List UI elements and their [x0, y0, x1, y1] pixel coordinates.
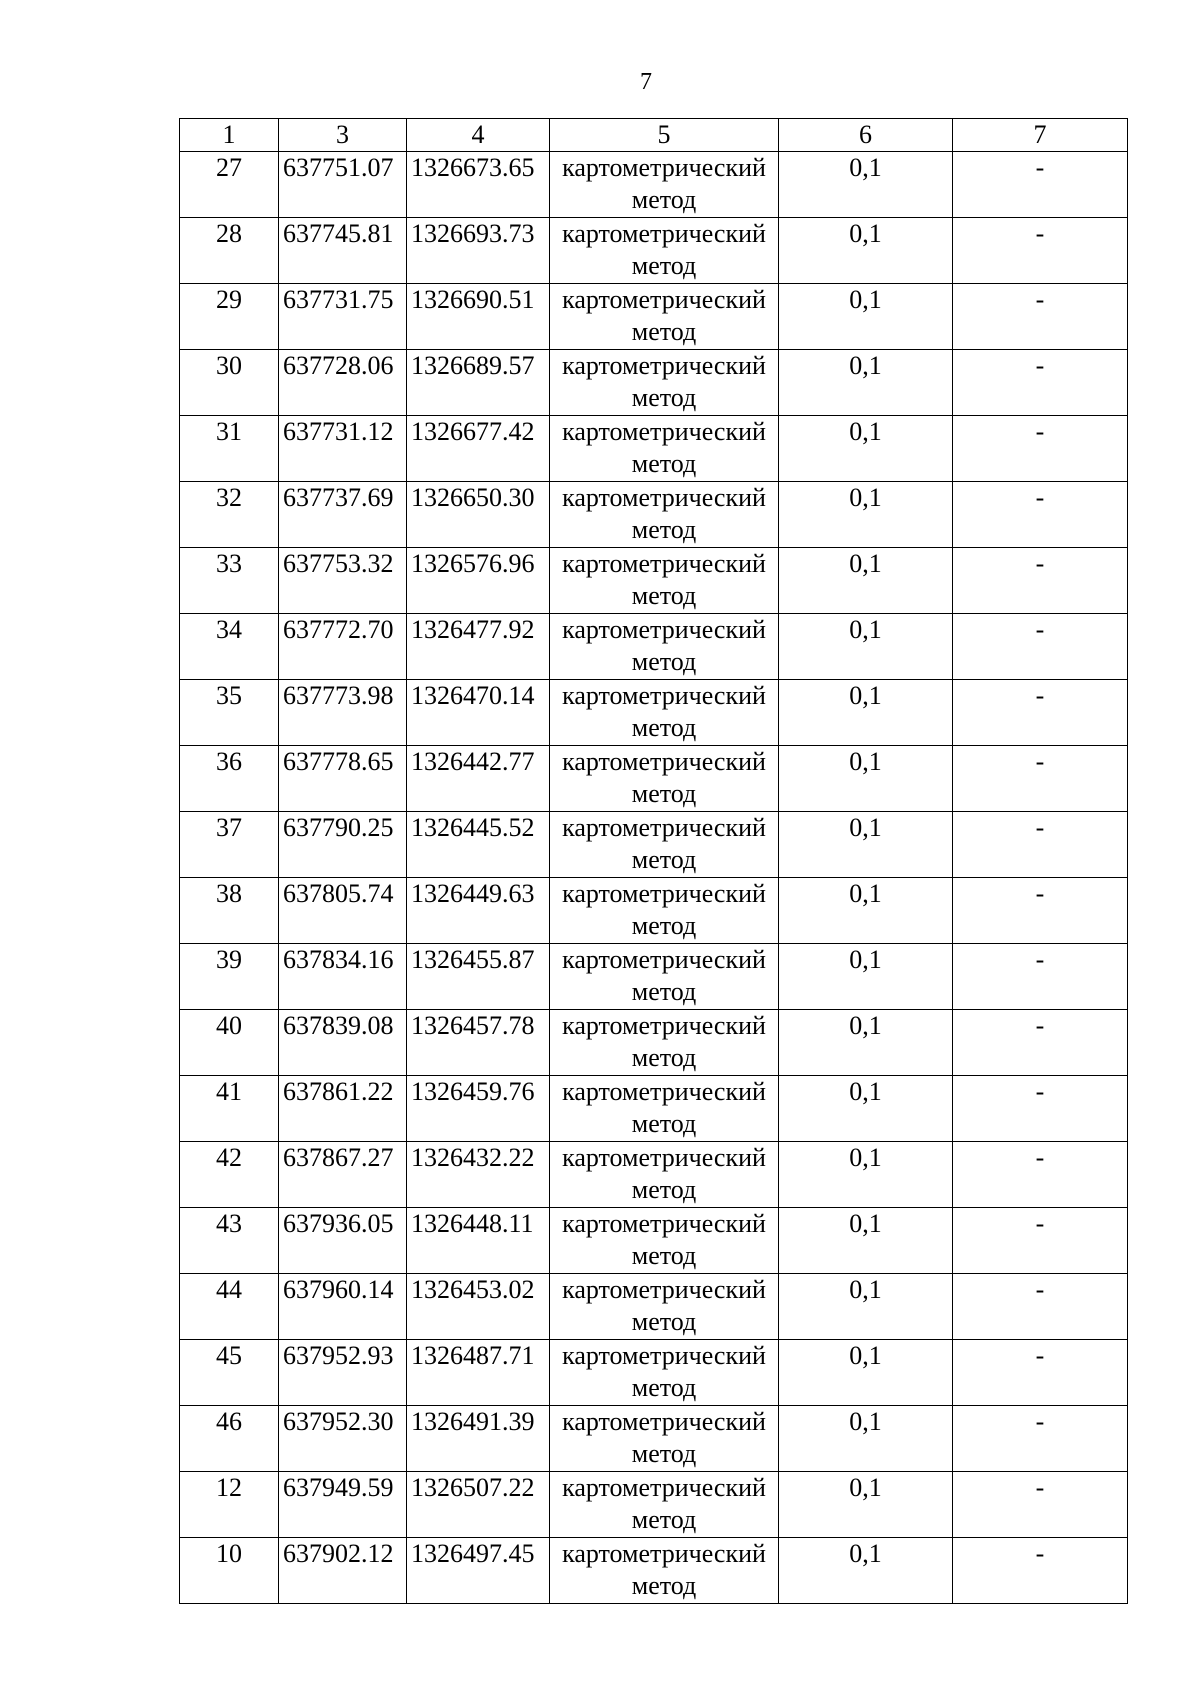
method-text-line-1: картометрический [562, 681, 766, 710]
accuracy-cell: 0,1 [779, 1406, 953, 1472]
method-cell [550, 680, 779, 746]
method-cell [550, 1406, 779, 1472]
point-number-cell: 30 [180, 350, 279, 416]
y-coordinate-cell: 1326677.42 [407, 416, 550, 482]
page-number: 7 [640, 69, 652, 95]
method-text-line-1: картометрический [562, 747, 766, 776]
column-header: 5 [550, 119, 779, 152]
accuracy-cell: 0,1 [779, 1538, 953, 1604]
method-text-line-2: метод [631, 845, 697, 874]
accuracy-cell: 0,1 [779, 482, 953, 548]
method-text-line-1: картометрический [562, 1077, 766, 1106]
method-cell [550, 548, 779, 614]
y-coordinate-cell: 1326650.30 [407, 482, 550, 548]
point-number-cell: 43 [180, 1208, 279, 1274]
method-text-line-1: картометрический [562, 219, 766, 248]
method-cell [550, 1340, 779, 1406]
note-cell: - [953, 350, 1128, 416]
x-coordinate-cell: 637731.75 [279, 284, 407, 350]
x-coordinate-cell: 637952.93 [279, 1340, 407, 1406]
method-text-line-1: картометрический [562, 615, 766, 644]
note-cell: - [953, 1076, 1128, 1142]
method-text-line-2: метод [631, 1175, 697, 1204]
note-cell: - [953, 548, 1128, 614]
x-coordinate-cell: 637745.81 [279, 218, 407, 284]
method-cell [550, 218, 779, 284]
method-text-line-1: картометрический [562, 285, 766, 314]
x-coordinate-cell: 637731.12 [279, 416, 407, 482]
column-header: 6 [779, 119, 953, 152]
table-row [180, 1472, 1128, 1538]
method-cell [550, 1472, 779, 1538]
accuracy-cell: 0,1 [779, 218, 953, 284]
method-text-line-2: метод [631, 251, 697, 280]
method-text-line-2: метод [631, 515, 697, 544]
method-cell [550, 614, 779, 680]
point-number-cell: 29 [180, 284, 279, 350]
y-coordinate-cell: 1326576.96 [407, 548, 550, 614]
point-number-cell: 27 [180, 152, 279, 218]
point-number-cell: 12 [180, 1472, 279, 1538]
accuracy-cell: 0,1 [779, 812, 953, 878]
note-cell: - [953, 614, 1128, 680]
method-text-line-1: картометрический [562, 417, 766, 446]
y-coordinate-cell: 1326507.22 [407, 1472, 550, 1538]
method-text-line-2: метод [631, 1109, 697, 1138]
method-cell [550, 1208, 779, 1274]
method-text-line-2: метод [631, 1307, 697, 1336]
x-coordinate-cell: 637960.14 [279, 1274, 407, 1340]
y-coordinate-cell: 1326448.11 [407, 1208, 550, 1274]
method-text-line-1: картометрический [562, 1143, 766, 1172]
column-header: 1 [180, 119, 279, 152]
accuracy-cell: 0,1 [779, 878, 953, 944]
table-row [180, 482, 1128, 548]
method-text-line-1: картометрический [562, 1539, 766, 1568]
column-header: 4 [407, 119, 550, 152]
table-row [180, 1538, 1128, 1604]
note-cell: - [953, 482, 1128, 548]
method-cell [550, 1076, 779, 1142]
point-number-cell: 36 [180, 746, 279, 812]
table-row [180, 284, 1128, 350]
table-row [180, 944, 1128, 1010]
accuracy-cell: 0,1 [779, 548, 953, 614]
note-cell: - [953, 218, 1128, 284]
y-coordinate-cell: 1326477.92 [407, 614, 550, 680]
table-row [180, 548, 1128, 614]
point-number-cell: 45 [180, 1340, 279, 1406]
table-row [180, 1406, 1128, 1472]
x-coordinate-cell: 637867.27 [279, 1142, 407, 1208]
method-text-line-1: картометрический [562, 1473, 766, 1502]
column-header: 7 [953, 119, 1128, 152]
x-coordinate-cell: 637737.69 [279, 482, 407, 548]
table-row [180, 878, 1128, 944]
accuracy-cell: 0,1 [779, 746, 953, 812]
table-row [180, 152, 1128, 218]
accuracy-cell: 0,1 [779, 416, 953, 482]
method-text-line-2: метод [631, 1571, 697, 1600]
table-row [180, 1010, 1128, 1076]
method-text-line-2: метод [631, 1241, 697, 1270]
point-number-cell: 31 [180, 416, 279, 482]
y-coordinate-cell: 1326689.57 [407, 350, 550, 416]
method-cell [550, 878, 779, 944]
table-row [180, 614, 1128, 680]
method-text-line-2: метод [631, 647, 697, 676]
x-coordinate-cell: 637790.25 [279, 812, 407, 878]
method-text-line-1: картометрический [562, 153, 766, 182]
note-cell: - [953, 680, 1128, 746]
accuracy-cell: 0,1 [779, 1340, 953, 1406]
point-number-cell: 41 [180, 1076, 279, 1142]
method-text-line-2: метод [631, 383, 697, 412]
method-text-line-2: метод [631, 1043, 697, 1072]
method-text-line-2: метод [631, 449, 697, 478]
method-cell [550, 812, 779, 878]
y-coordinate-cell: 1326673.65 [407, 152, 550, 218]
point-number-cell: 42 [180, 1142, 279, 1208]
method-text-line-2: метод [631, 1373, 697, 1402]
accuracy-cell: 0,1 [779, 350, 953, 416]
method-text-line-1: картометрический [562, 1209, 766, 1238]
note-cell: - [953, 1208, 1128, 1274]
y-coordinate-cell: 1326457.78 [407, 1010, 550, 1076]
method-text-line-2: метод [631, 1439, 697, 1468]
table-row [180, 680, 1128, 746]
accuracy-cell: 0,1 [779, 152, 953, 218]
note-cell: - [953, 1340, 1128, 1406]
note-cell: - [953, 1406, 1128, 1472]
y-coordinate-cell: 1326445.52 [407, 812, 550, 878]
x-coordinate-cell: 637861.22 [279, 1076, 407, 1142]
column-header: 3 [279, 119, 407, 152]
method-cell [550, 482, 779, 548]
method-cell [550, 152, 779, 218]
note-cell: - [953, 1538, 1128, 1604]
y-coordinate-cell: 1326497.45 [407, 1538, 550, 1604]
x-coordinate-cell: 637778.65 [279, 746, 407, 812]
method-text-line-1: картометрический [562, 351, 766, 380]
point-number-cell: 39 [180, 944, 279, 1010]
note-cell: - [953, 812, 1128, 878]
y-coordinate-cell: 1326690.51 [407, 284, 550, 350]
table-header-row [180, 119, 1128, 152]
method-text-line-2: метод [631, 1505, 697, 1534]
y-coordinate-cell: 1326455.87 [407, 944, 550, 1010]
accuracy-cell: 0,1 [779, 1274, 953, 1340]
accuracy-cell: 0,1 [779, 284, 953, 350]
x-coordinate-cell: 637753.32 [279, 548, 407, 614]
y-coordinate-cell: 1326453.02 [407, 1274, 550, 1340]
note-cell: - [953, 1472, 1128, 1538]
accuracy-cell: 0,1 [779, 944, 953, 1010]
y-coordinate-cell: 1326470.14 [407, 680, 550, 746]
table-row [180, 1208, 1128, 1274]
table-row [180, 1142, 1128, 1208]
table-row [180, 746, 1128, 812]
table-row [180, 1274, 1128, 1340]
method-text-line-2: метод [631, 977, 697, 1006]
method-text-line-2: метод [631, 185, 697, 214]
method-cell [550, 1274, 779, 1340]
method-text-line-2: метод [631, 317, 697, 346]
x-coordinate-cell: 637952.30 [279, 1406, 407, 1472]
point-number-cell: 10 [180, 1538, 279, 1604]
x-coordinate-cell: 637936.05 [279, 1208, 407, 1274]
note-cell: - [953, 1142, 1128, 1208]
table-row [180, 350, 1128, 416]
note-cell: - [953, 152, 1128, 218]
note-cell: - [953, 746, 1128, 812]
method-cell [550, 1538, 779, 1604]
method-cell [550, 1142, 779, 1208]
method-text-line-1: картометрический [562, 1407, 766, 1436]
coordinates-table [179, 118, 1128, 1604]
y-coordinate-cell: 1326442.77 [407, 746, 550, 812]
method-text-line-2: метод [631, 713, 697, 742]
x-coordinate-cell: 637949.59 [279, 1472, 407, 1538]
table-row [180, 1076, 1128, 1142]
x-coordinate-cell: 637773.98 [279, 680, 407, 746]
method-text-line-1: картометрический [562, 1341, 766, 1370]
method-text-line-1: картометрический [562, 879, 766, 908]
point-number-cell: 35 [180, 680, 279, 746]
method-text-line-1: картометрический [562, 945, 766, 974]
accuracy-cell: 0,1 [779, 680, 953, 746]
method-cell [550, 284, 779, 350]
y-coordinate-cell: 1326449.63 [407, 878, 550, 944]
x-coordinate-cell: 637728.06 [279, 350, 407, 416]
point-number-cell: 40 [180, 1010, 279, 1076]
point-number-cell: 32 [180, 482, 279, 548]
method-cell [550, 350, 779, 416]
x-coordinate-cell: 637751.07 [279, 152, 407, 218]
accuracy-cell: 0,1 [779, 1010, 953, 1076]
x-coordinate-cell: 637805.74 [279, 878, 407, 944]
method-text-line-1: картометрический [562, 483, 766, 512]
method-cell [550, 1010, 779, 1076]
note-cell: - [953, 1274, 1128, 1340]
y-coordinate-cell: 1326693.73 [407, 218, 550, 284]
accuracy-cell: 0,1 [779, 1208, 953, 1274]
point-number-cell: 37 [180, 812, 279, 878]
y-coordinate-cell: 1326487.71 [407, 1340, 550, 1406]
method-text-line-2: метод [631, 779, 697, 808]
y-coordinate-cell: 1326491.39 [407, 1406, 550, 1472]
table-row [180, 1340, 1128, 1406]
point-number-cell: 38 [180, 878, 279, 944]
method-text-line-1: картометрический [562, 1275, 766, 1304]
method-text-line-2: метод [631, 911, 697, 940]
note-cell: - [953, 284, 1128, 350]
method-cell [550, 746, 779, 812]
point-number-cell: 46 [180, 1406, 279, 1472]
x-coordinate-cell: 637902.12 [279, 1538, 407, 1604]
note-cell: - [953, 416, 1128, 482]
table-row [180, 812, 1128, 878]
y-coordinate-cell: 1326432.22 [407, 1142, 550, 1208]
accuracy-cell: 0,1 [779, 614, 953, 680]
point-number-cell: 33 [180, 548, 279, 614]
x-coordinate-cell: 637772.70 [279, 614, 407, 680]
table-row [180, 416, 1128, 482]
point-number-cell: 28 [180, 218, 279, 284]
point-number-cell: 34 [180, 614, 279, 680]
method-text-line-1: картометрический [562, 549, 766, 578]
y-coordinate-cell: 1326459.76 [407, 1076, 550, 1142]
x-coordinate-cell: 637834.16 [279, 944, 407, 1010]
accuracy-cell: 0,1 [779, 1076, 953, 1142]
method-text-line-2: метод [631, 581, 697, 610]
note-cell: - [953, 1010, 1128, 1076]
method-text-line-1: картометрический [562, 1011, 766, 1040]
note-cell: - [953, 944, 1128, 1010]
method-text-line-1: картометрический [562, 813, 766, 842]
method-cell [550, 416, 779, 482]
accuracy-cell: 0,1 [779, 1472, 953, 1538]
x-coordinate-cell: 637839.08 [279, 1010, 407, 1076]
accuracy-cell: 0,1 [779, 1142, 953, 1208]
point-number-cell: 44 [180, 1274, 279, 1340]
method-cell [550, 944, 779, 1010]
note-cell: - [953, 878, 1128, 944]
table-row [180, 218, 1128, 284]
